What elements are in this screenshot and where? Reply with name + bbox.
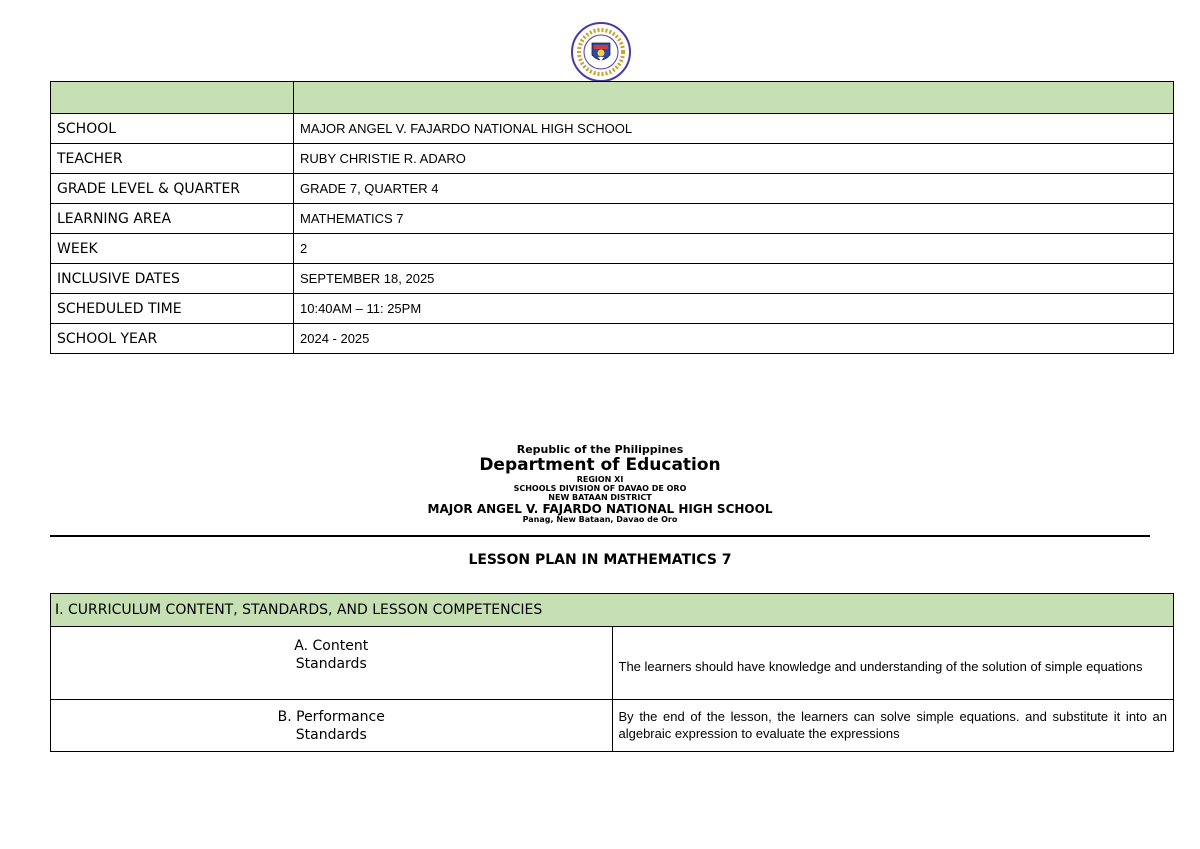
info-header-row [51, 82, 1174, 114]
info-header-cell-left [51, 82, 294, 114]
info-label-week: WEEK [51, 234, 294, 264]
table-row [51, 324, 1174, 354]
republic-text: Republic of the Philippines [516, 443, 684, 456]
table-row [51, 264, 1174, 294]
info-label-teacher: TEACHER [51, 144, 294, 174]
school-name-text: MAJOR ANGEL V. FAJARDO NATIONAL HIGH SCHOOL [427, 502, 773, 516]
table-row [51, 627, 1174, 700]
table-row [51, 174, 1174, 204]
curriculum-heading: I. CURRICULUM CONTENT, STANDARDS, AND LESSON COMPETENCIES [51, 594, 1174, 627]
letterhead-divider [50, 535, 1150, 537]
info-value-school: MAJOR ANGEL V. FAJARDO NATIONAL HIGH SCHOOL [294, 114, 1174, 144]
info-value-learning-area: MATHEMATICS 7 [294, 204, 1174, 234]
info-value-week: 2 [294, 234, 1174, 264]
table-row [51, 204, 1174, 234]
info-header-cell-right [294, 82, 1174, 114]
performance-standards-label [51, 700, 613, 752]
school-info-table [50, 81, 1174, 354]
info-label-scheduled-time: SCHEDULED TIME [51, 294, 294, 324]
info-value-inclusive-dates: SEPTEMBER 18, 2025 [294, 264, 1174, 294]
info-value-grade-quarter: GRADE 7, QUARTER 4 [294, 174, 1174, 204]
info-label-learning-area: LEARNING AREA [51, 204, 294, 234]
performance-standards-value: By the end of the lesson, the learners can solve simple equations. and substitute it into an algebraic expression to evaluate the expressions [612, 700, 1174, 752]
deped-seal-logo [570, 21, 632, 83]
info-value-teacher: RUBY CHRISTIE R. ADARO [294, 144, 1174, 174]
deped-seal-icon [570, 21, 632, 83]
department-text: Department of Education [479, 455, 721, 475]
region-text: REGION XI [576, 475, 624, 484]
info-label-inclusive-dates: INCLUSIVE DATES [51, 264, 294, 294]
district-text: NEW BATAAN DISTRICT [548, 493, 652, 502]
curriculum-table [50, 593, 1174, 752]
content-standards-value: The learners should have knowledge and understanding of the solution of simple equations [612, 627, 1174, 700]
content-standards-label-text: A. Content Standards [294, 638, 369, 672]
table-row [51, 234, 1174, 264]
deped-letterhead [50, 444, 1150, 524]
content-standards-label [51, 627, 613, 700]
info-label-school-year: SCHOOL YEAR [51, 324, 294, 354]
table-row [51, 294, 1174, 324]
table-row [51, 114, 1174, 144]
info-label-grade-quarter: GRADE LEVEL & QUARTER [51, 174, 294, 204]
info-value-school-year: 2024 - 2025 [294, 324, 1174, 354]
performance-standards-label-text: B. Performance Standards [277, 709, 385, 743]
table-row [51, 700, 1174, 752]
school-address-text: Panag, New Bataan, Davao de Oro [522, 515, 678, 524]
info-label-school: SCHOOL [51, 114, 294, 144]
table-row [51, 144, 1174, 174]
curriculum-heading-row [51, 594, 1174, 627]
info-value-scheduled-time: 10:40AM – 11: 25PM [294, 294, 1174, 324]
division-text: SCHOOLS DIVISION OF DAVAO DE ORO [513, 484, 687, 493]
lesson-plan-title: LESSON PLAN IN MATHEMATICS 7 [468, 552, 732, 568]
